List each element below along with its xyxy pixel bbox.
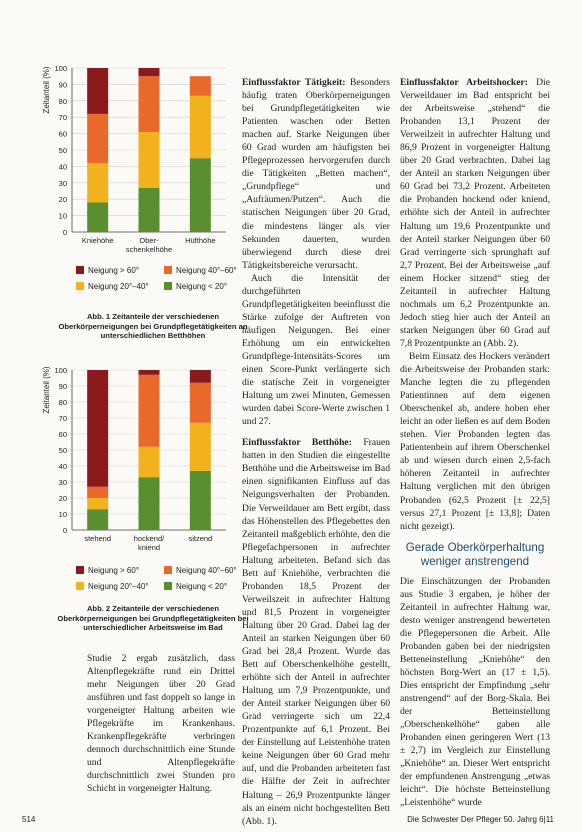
legend-swatch	[76, 566, 84, 574]
legend-label: Neigung 20°–40°	[88, 582, 149, 591]
bar-segment	[139, 477, 160, 530]
legend-label: Neigung 20°–40°	[88, 282, 149, 291]
bar-segment	[87, 370, 108, 487]
bar-segment	[139, 68, 160, 76]
legend-item	[164, 582, 227, 591]
x-tick-label: schenkelhöhe	[125, 245, 173, 252]
bar-segment	[87, 509, 108, 530]
y-tick-label: 100	[54, 64, 67, 73]
x-tick-label: hockend/	[133, 534, 165, 543]
y-tick-label: 0	[62, 228, 67, 237]
paragraph: Auch die Intensität der durchgeführten Grundpflegetätigkeiten beeinflusst die Stärke zufolge der Auftreten von häufigen Neigungen. Bei einer Erhöhung um ein entwickelten Grundpflege-Intensitäts-Scores um einen Score-Punkt verlängerte sich die statische Zeit in vorgeneigter Haltung um zwei Minuten, Gemessen wurden dabei Score-Werte zwischen 1 und 27.	[242, 272, 390, 428]
bar-segment	[87, 202, 108, 232]
legend-swatch	[164, 582, 172, 590]
bar-segment	[87, 163, 108, 202]
y-tick-label: 60	[58, 430, 67, 439]
y-tick-label: 70	[58, 414, 67, 423]
bar-segment	[139, 375, 160, 447]
figure-1-caption: Abb. 1 Zeitanteile der verschiedenen Oberkörperneigungen bei Grundpflegetätigkeiten an unterschiedlichen Betthöhen	[58, 312, 248, 341]
y-tick-label: 0	[62, 526, 67, 535]
legend-item	[164, 566, 237, 575]
bar-segment	[139, 132, 160, 188]
column-middle	[242, 76, 390, 828]
legend-swatch	[164, 566, 172, 574]
legend-swatch	[164, 282, 172, 290]
chart-1-legend	[76, 266, 246, 296]
bar-segment	[190, 96, 211, 158]
legend-swatch	[76, 282, 84, 290]
figure-2-caption: Abb. 2 Zeitanteile der verschiedenen Oberkörperneigungen bei Grundpflegetätigkeiten bei unterschiedlicher Arbeitsweise im Bad	[57, 604, 249, 633]
y-tick-label: 10	[58, 211, 67, 221]
y-tick-label: 20	[58, 494, 67, 503]
legend-label: Neigung < 20°	[176, 282, 228, 291]
x-tick-label: sitzend	[188, 534, 213, 543]
paragraph: Die Einschätzungen der Probanden aus Studie 3 ergaben, je höher der Zeitanteil in aufrechter Haltung war, desto weniger anstrengend bewerteten die Pflegepersonen die Arbeit. Alle Probanden gaben bei der niedrigsten Betteneinstellung „Kniehöhe“ den höchsten Borg-Wert an (17 ± 1,5). Dies entspricht der Empfindung „sehr anstrengend“ auf der Borg-Skala. Bei der Betteinstellung „Oberschenkelhöhe“ gaben alle Probanden einen geringeren Wert (13 ± 2,7) im Vergleich zur Einstellung „Kniehöhe“ an. Dieser Wert entspricht der empfundenen Anstrengung „etwas leicht“. Die höchste Betteinstellung „Leistenhöhe“ wurde	[400, 575, 550, 809]
legend-item	[164, 266, 237, 275]
x-tick-label: stehend	[84, 534, 112, 543]
legend-swatch	[76, 266, 84, 274]
y-tick-label: 90	[58, 382, 67, 391]
legend-item	[164, 282, 227, 291]
y-axis-label: Zeitanteil (%)	[42, 66, 51, 114]
x-tick-label: Hüfthöhe	[185, 236, 216, 245]
y-tick-label: 90	[58, 80, 67, 90]
y-tick-label: 40	[58, 162, 67, 172]
bar-segment	[87, 114, 108, 163]
y-tick-label: 60	[58, 129, 67, 139]
x-tick-label: kniend	[137, 543, 161, 552]
bar-segment	[87, 68, 108, 114]
legend-label: Neigung > 60°	[88, 266, 140, 275]
y-tick-label: 40	[58, 462, 67, 471]
bar-segment	[190, 423, 211, 471]
bar-segment	[139, 188, 160, 232]
y-tick-label: 80	[58, 96, 67, 106]
legend-label: Neigung 40°–60°	[176, 566, 237, 575]
chart-2-arbeitsweise	[38, 362, 238, 552]
section-heading: Gerade Oberkörperhaltung weniger anstrengend	[405, 540, 545, 568]
paragraph: Studie 2 ergab zusätzlich, dass Altenpflegekräfte rund ein Drittel mehr Neigungen über 20 Grad ausführen und fast doppelt so lange in vorgeneigter Haltung arbeiten wie Pflegekräfte im Krankenhaus. Krankenpflegekräfte verbringen dennoch durchschnittlich eine Stunde und Altenpflegekräfte durchschnittlich zwei Stunden pro Schicht in vorgeneigter Haltung.	[87, 653, 235, 795]
legend-label: Neigung 40°–60°	[176, 266, 237, 275]
bar-segment	[87, 487, 108, 498]
chart-1-betthoehe	[38, 60, 238, 252]
y-tick-label: 20	[58, 195, 67, 205]
column-left	[87, 652, 235, 796]
legend-label: Neigung > 60°	[88, 566, 140, 575]
y-tick-label: 100	[54, 366, 67, 375]
legend-swatch	[164, 266, 172, 274]
bar-segment	[190, 471, 211, 530]
paragraph: Die Verweildauer im Bad entspricht bei der Arbeitsweise „stehend“ die Probanden 13,1 Prozent der Verweilzeit in aufrechter Haltung und 86,9 Prozent in vorgeneigter Haltung über 20 Grad verbrachten. Dabei lag der Anteil an starken Neigungen über 60 Grad bei 73,2 Prozent. Arbeiteten die Probanden hockend oder kniend, erhöhte sich der Anteil in aufrechter Haltung um 19,6 Prozentpunkte und der Anteil starker Neigungen über 60 Grad verringerte sich sprunghaft auf 2,7 Prozent. Bei der Arbeitsweise „auf einem Hocker sitzend“ stieg der Zeitanteil in aufrechter Haltung nochmals um 6,2 Prozentpunkte an. Jedoch stieg hier auch der Anteil an starken Neigungen über 60 Grad auf 7,8 Prozentpunkte an (Abb. 2).	[400, 77, 550, 349]
legend-item	[76, 582, 149, 591]
subheading: Einflussfaktor Tätigkeit:	[242, 77, 346, 88]
y-axis-label: Zeitanteil (%)	[42, 366, 51, 414]
bar-segment	[139, 370, 160, 375]
paragraph: Beim Einsatz des Hockers verändert die Arbeitsweise der Probanden stark: Manche legten die zu pflegenden Patientinnen auf dem eigenen Oberschenkel ab, andere hoben eher leicht an oder ließen es auf dem Boden stehen. Vier Probanden legten das Patientenbein auf ihrem Oberschenkel ab und wiesen durch einen 2,5-fach höheren Zeitanteil in aufrechter Haltung verglichen mit den übrigen Probanden (62,5 Prozent [± 22,5] versus 27,1 Prozent [± 13,8]; Daten nicht gezeigt).	[400, 350, 550, 532]
legend-item	[76, 282, 149, 291]
bar-segment	[190, 76, 211, 96]
legend-label: Neigung < 20°	[176, 582, 228, 591]
x-tick-label: Kniehöhe	[81, 236, 114, 245]
legend-swatch	[76, 582, 84, 590]
y-tick-label: 30	[58, 178, 67, 188]
subheading: Einflussfaktor Betthöhe:	[242, 437, 352, 449]
bar-segment	[190, 383, 211, 423]
subheading: Einflussfaktor Arbeitshocker:	[400, 77, 528, 88]
chart-2-legend	[76, 566, 246, 596]
y-tick-label: 80	[58, 398, 67, 407]
paragraph: Besonders häufig traten Oberkörperneigungen bei Grundpflegetätigkeiten wie Patienten waschen oder Betten machen auf. Starke Neigungen über 60 Grad wurden am häufigsten bei Pflegeprozessen hervorgerufen durch die Tätigkeiten „Betten machen“, „Grundpflege“ und „Aufräumen/Putzen“. Auch die statischen Neigungen über 20 Grad, die mindestens länger als vier Sekunden dauerten, wurden überwiegend durch diese drei Tätigkeitsbereiche verursacht.	[242, 77, 390, 271]
x-tick-label: Ober-	[139, 236, 159, 245]
bar-segment	[87, 498, 108, 509]
page-number: 514	[22, 815, 36, 824]
bar-segment	[139, 76, 160, 132]
bar-segment	[139, 447, 160, 477]
y-tick-label: 50	[58, 146, 67, 155]
column-right	[400, 76, 550, 809]
legend-item	[76, 266, 139, 275]
legend-item	[76, 566, 139, 575]
paragraph: Frauen hatten in den Studien die eingestellte Betthöhe und die Arbeitsweise im Bad einen signifikanten Einfluss auf das Neigungsverhalten der Probanden. Die Verweildauer am Bett ergibt, dass das Höhenstellen des Pflegebettes den Zeitanteil maßgeblich erhöhte, den die Pflegefachpersonen in aufrechter Haltung arbeiteten. Befand sich das Bett auf Kniehöhe, verbrachten die Probanden 18,5 Prozent der Verweilszeit in aufrechter Haltung und 81,5 Prozent in vorgeneigter Haltung über 20 Grad. Dabei lag der Anteil an starken Neigungen über 60 Grad bei 28,4 Prozent. Wurde das Bett auf Oberschenkelhöhe gestellt, erhöhte sich der Anteil in aufrechter Haltung um 7,9 Prozentpunkte, und der Anteil starker Neigungen über 60 Grad verringerte sich um 22,4 Prozentpunkte auf 6,1 Prozent. Bei der Einstellung auf Leistenhöhe traten keine Neigungen über 60 Grad mehr auf, und die Probanden arbeiteten fast die Hälfte der Zeit in aufrechter Haltung – 26,9 Prozentpunkte länger als an einem nicht hochgestellten Bett (Abb. 1).	[242, 437, 390, 827]
journal-footer: Die Schwester Der Pfleger 50. Jahrg 6|11	[407, 815, 554, 824]
y-tick-label: 10	[58, 510, 67, 519]
y-tick-label: 30	[58, 478, 67, 487]
y-tick-label: 70	[58, 113, 67, 123]
bar-segment	[190, 158, 211, 232]
bar-segment	[190, 370, 211, 383]
y-tick-label: 50	[58, 446, 67, 455]
